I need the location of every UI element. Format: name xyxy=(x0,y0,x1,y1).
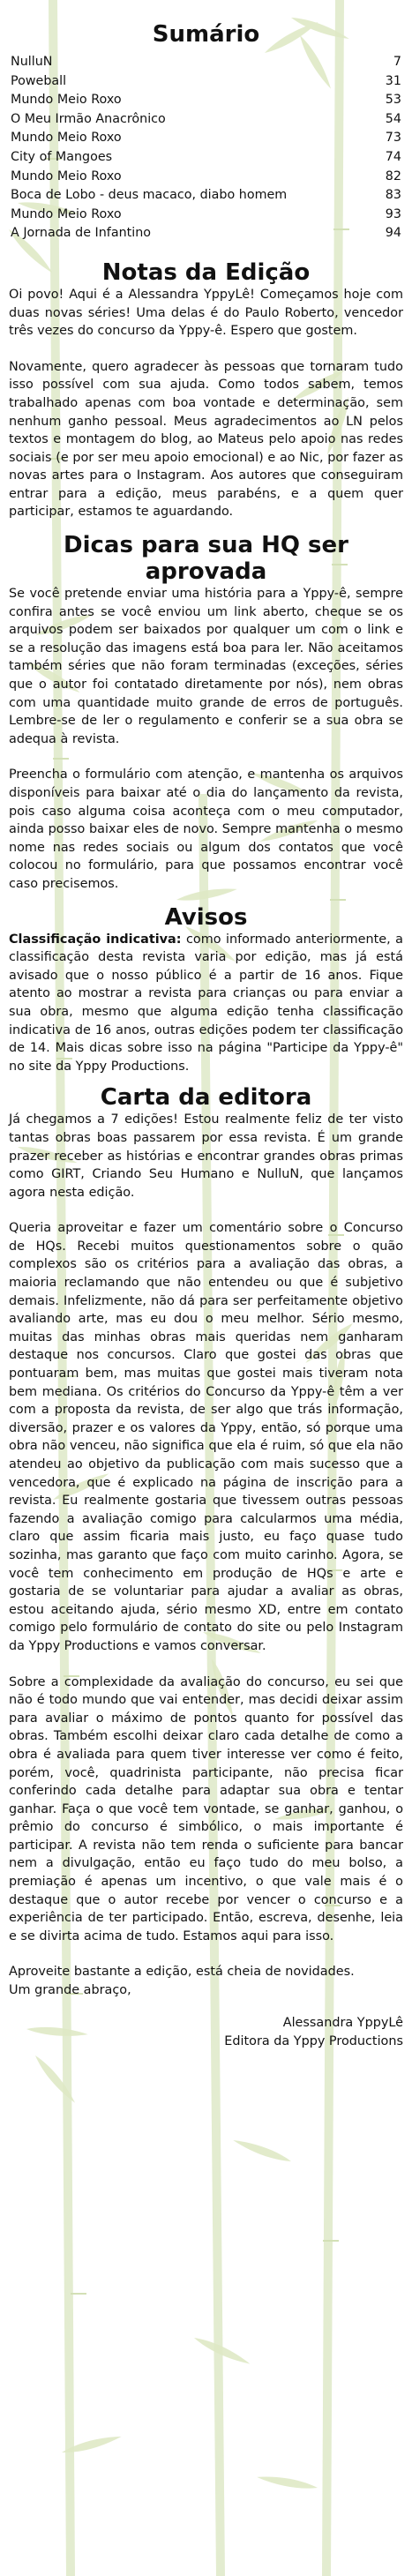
toc-entry-title: Poweball xyxy=(11,73,67,88)
toc-entry-page: 73 xyxy=(385,131,401,146)
toc-entry xyxy=(11,168,401,187)
toc-entry-page: 83 xyxy=(385,188,401,203)
signature-role: Editora da Yppy Productions xyxy=(224,2033,403,2048)
toc-entry xyxy=(11,110,401,130)
carta-greeting: Um grande abraço, xyxy=(9,1983,131,1998)
toc-entry-title: A Jornada de Infantino xyxy=(11,226,152,241)
magazine-page xyxy=(9,0,403,2051)
toc-entry-title: O Meu Irmão Anacrônico xyxy=(11,111,166,126)
toc-entry-page: 82 xyxy=(385,168,401,183)
toc-entry-title: NulluN xyxy=(11,55,53,69)
toc-entry-title: Mundo Meio Roxo xyxy=(11,206,122,221)
notas-title: Notas da Edição xyxy=(101,258,311,286)
toc-entry-page: 31 xyxy=(385,73,401,88)
toc-entry-title: Mundo Meio Roxo xyxy=(11,131,122,146)
carta-paragraph-4: Aproveite bastante a edição, está cheia de novidades. xyxy=(9,1965,355,1980)
dicas-paragraph-1: Se você pretende enviar uma história para a Yppy-ê, sempre confira antes se você enviou um link aberto, cheque se os arquivos podem ser baixados por qualquer um com o link e se a resolução das imagens está boa para ler. Não aceitamos também séries que não foram terminadas (exceções, séries que o autor foi contatado diretamente por nós), nem obras com uma quantidade muito grande de erros de português. Lembre-se de ler o regulamento e conferir se a sua obra se adequa à revista. xyxy=(9,587,403,746)
toc-entry-title: City of Mangoes xyxy=(11,149,113,164)
toc-entry-title: Mundo Meio Roxo xyxy=(11,168,122,183)
carta-paragraph-2: Queria aproveitar e fazer um comentário sobre o Concurso de HQs. Recebi muitos questionamentos sobre o quão complexos são os critérios para a avaliação das obras, a maioria reclamando que não entendeu ou que é subjetivo demais. Infelizmente, não dá para ser perfeitamente objetivo avaliando arte, mas eu dou o meu melhor. Sério mesmo, muitas das minhas obras mais queridas nem ganharam destaque nos concursos. Claro que gostei das obras que pontuaram bem, mas muitas que gostei mais tiveram nota bem mediana. Os critérios do Concurso da Yppy-ê têm a ver com a proposta da revista, de ser algo que trás informação, diversão, prazer e os valores da Yppy, então, só porque uma obra não venceu, não significa que ela é ruim, só que ela não atendeu ao objetivo da publicação com mais sucesso que a vencedora, que é explicado na página de inscrição para a revista. Eu realmente gostaria que tivessem outras pessoas fazendo a avaliação comigo para calcularmos uma média, claro que assim ficaria mais justo, eu faço quase tudo sozinha, mas garanto que faço com muito carinho. Agora, se você tem conhecimento em produção de HQs e arte e gostaria de se voluntariar para ajudar a avaliar as obras, estou aceitando ajuda, sério mesmo XD, entre em contato comigo pelo formulário de contato do site ou pelo Instagram da Yppy Productions e vamos conversar. xyxy=(9,1221,403,1653)
toc-entry xyxy=(11,91,401,110)
toc-entry-page: 7 xyxy=(393,55,401,69)
toc-title: Sumário xyxy=(152,21,260,48)
toc-entry xyxy=(11,129,401,148)
avisos-title: Avisos xyxy=(164,903,248,931)
avisos-label: Classificação indicativa: xyxy=(9,932,182,947)
toc-entry xyxy=(11,186,401,206)
carta-paragraph-3: Sobre a complexidade da avaliação do concurso, eu sei que não é todo mundo que vai entender, mas decidi deixar assim para avaliar o máximo de pontos quanto for possível das obras. Também escolhi deixar claro cada detalhe de como a obra é avaliada para quem tiver interesse ver como é feito, porém, você, quadrinista participante, não precisa ficar conferindo cada detalhe para adaptar sua obra e tentar ganhar. Faça o que você tem vontade, se ganhar, ganhou, o prêmio do concurso é simbólico, o mais importante é participar. A revista não tem renda o suficiente para bancar nem a divulgação, então eu faço tudo do meu bolso, a premiação é apenas um incentivo, o que vale mais é o destaque que o autor recebe por vencer o concurso e a experiência de ter participado. Então, escreva, desenhe, leia e se divirta acima de tudo. Estamos aqui para isso. xyxy=(9,1674,403,1943)
toc-entry-title: Mundo Meio Roxo xyxy=(11,93,122,108)
toc-entry xyxy=(11,53,401,72)
toc-entry-page: 93 xyxy=(385,206,401,221)
toc-entry-page: 53 xyxy=(385,93,401,108)
toc-entry xyxy=(11,224,401,243)
carta-paragraph-1: Já chegamos a 7 edições! Estou realmente feliz de ter visto tantas obras boas passarem por essa revista. É um grande prazer receber as histórias e encontrar grandes obras primas como GIRT, Criando Seu Humano e NulluN, que lançamos agora nesta edição. xyxy=(9,1112,403,1200)
notas-paragraph-1: Oi povo! Aqui é a Alessandra YppyLê! Começamos hoje com duas novas séries! Uma delas é do Paulo Roberto, vencedor três vezes do concurso da Yppy-ê. Espero que gostem. xyxy=(9,287,403,339)
signature-name: Alessandra YppyLê xyxy=(282,2015,403,2030)
toc-entry-page: 94 xyxy=(385,226,401,241)
avisos-text: como informado anteriormente, a classificação desta revista varia por edição, mas já está avisado que o nosso público é a partir de 16 anos. Fique atento ao mostrar a revista para crianças ou para enviar a sua obra, mesmo que alguma edição tenha classificação indicativa de 16 anos, outras edições podem ter classificação de 14. Mais dicas sobre isso na página "Participe da Yppy-ê" no site da Yppy Productions. xyxy=(9,932,404,1074)
notas-paragraph-2: Novamente, quero agradecer às pessoas que tornaram tudo isso possível com sua ajuda. Como todos sabem, temos trabalhado apenas com boa vontade e determinação, sem nenhum ganho pessoal. Meus agradecimentos ao LN pelos textos e montagem do blog, ao Mateus pelo apoio nas redes sociais (e por ser meu apoio emocional) e ao Nic, por fazer as novas artes para o Instagram. Aos autores que conseguiram entrar para a edição, meus parabéns, e a quem quer participar, estamos te aguardando. xyxy=(9,359,403,520)
toc-entry-title: Boca de Lobo - deus macaco, diabo homem xyxy=(11,188,288,203)
carta-title: Carta da editora xyxy=(100,1084,312,1112)
signature xyxy=(9,2014,403,2051)
dicas-paragraph-2: Preencha o formulário com atenção, e mantenha os arquivos disponíveis para baixar até o dia do lançamento da revista, pois caso alguma coisa aconteça com o meu computador, ainda posso baixar eles de novo. Sempre mantenha o mesmo nome nas redes sociais ou algum dos contatos que você colocou no formulário, para que possamos encontrar você caso precisemos. xyxy=(9,768,403,891)
toc-entry-page: 74 xyxy=(385,149,401,164)
avisos-paragraph xyxy=(9,931,403,1076)
table-of-contents xyxy=(9,53,403,243)
toc-entry xyxy=(11,72,401,92)
toc-entry xyxy=(11,206,401,225)
dicas-title: Dicas para sua HQ ser aprovada xyxy=(64,532,348,586)
toc-entry xyxy=(11,148,401,168)
toc-entry-page: 54 xyxy=(385,111,401,126)
